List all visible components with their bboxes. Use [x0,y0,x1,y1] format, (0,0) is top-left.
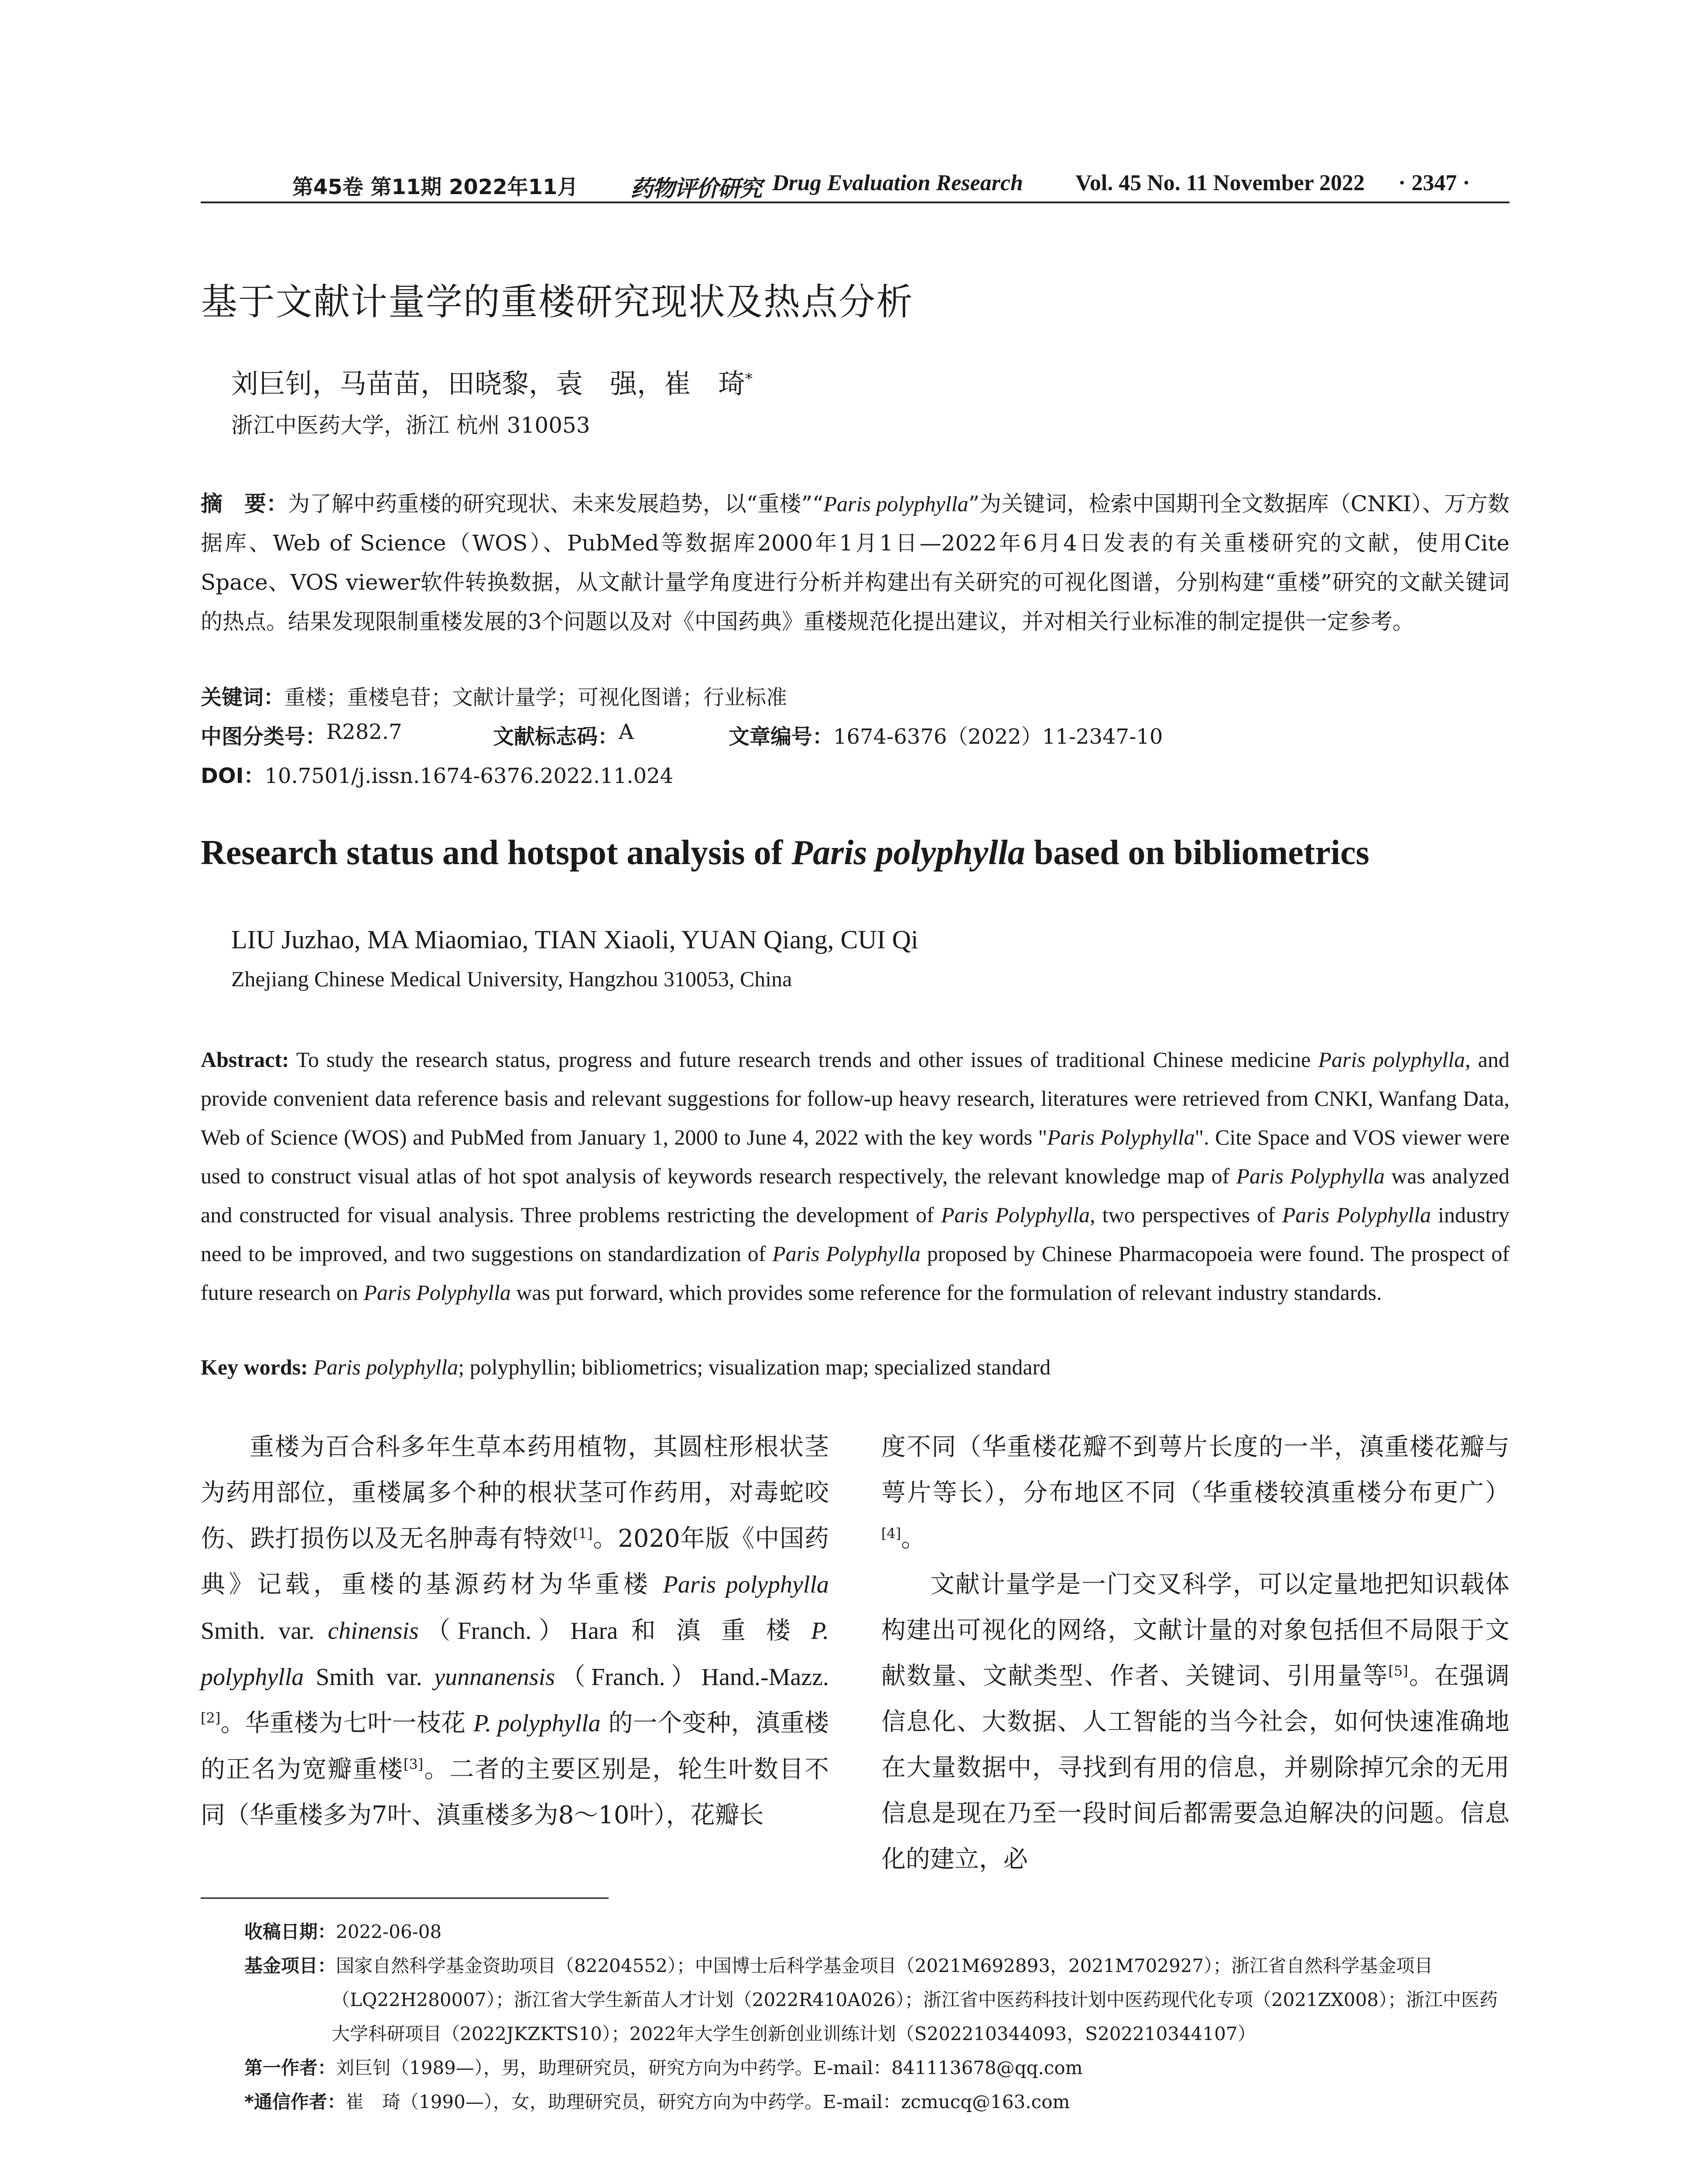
latin-name: Paris polyphylla [663,1571,829,1598]
body-text: （Franch.）Hand.-Mazz. [555,1664,829,1691]
footnote-text: 国家自然科学基金资助项目（82204552）；中国博士后科学基金项目（2021M692893，2021M702927）；浙江省自然科学基金项目（LQ22H280007）；浙江省大学生新苗人才计划（2022R410A026）；浙江省中医药科技计划中医药现代化专项（2021ZX008）；浙江中医药大学科研项目（2022JKZKTS10）；2022年大学生创新创业训练计划（S202210344093，S202210344107） [332,1955,1498,2044]
title-en-post: based on bibliometrics [1025,834,1369,872]
footnote-first-author [244,2051,1509,2085]
citation-ref[interactable]: [4] [881,1525,901,1542]
doi-value: 10.7501/j.issn.1674-6376.2022.11.024 [264,764,674,788]
class-value: R282.7 [326,720,402,744]
abstract-en-text: was put forward, which provides some reference for the formulation of relevant industry standards. [510,1280,1382,1305]
abstract-en-text: , and provide convenient data reference basis and relevant suggestions for follow-up heavy research, literatures were retrieved from CNKI, Wanfang Data, Web of Science (WOS) and PubMed from January 1, 2000 to June 4, 2022 with the key words " [201,1047,1509,1149]
body-text: （Franch.）Hara 和 滇 重 楼 [418,1617,811,1644]
body-text: 重楼为百合科多年生草本药用植物，其圆柱形根状茎为药用部位，重楼属多个种的根状茎可作药用，对毒蛇咬伤、跌打损伤以及无名肿毒有特效 [201,1433,829,1553]
abstract-en-latin: Paris Polyphylla [772,1241,921,1266]
body-column-left [201,1424,829,1838]
abstract-cn-text-1: 为了解中药重楼的研究现状、未来发展趋势，以“重楼”“ [288,491,824,516]
abstract-en-latin: Paris Polyphylla [363,1280,511,1305]
abstract-en-text: industry need to be improved, and two suggestions on standardization of [201,1203,1509,1266]
keywords-en [201,1354,1051,1380]
journal-name-en: Drug Evaluation Research [772,171,1023,195]
body-text: 。 [901,1525,926,1553]
article-number-value: 1674-6376（2022）11-2347-10 [833,725,1163,749]
body-text: Smith var. [304,1664,435,1691]
citation-ref[interactable]: [1] [573,1525,593,1542]
keywords-en-latin: Paris polyphylla [313,1355,459,1379]
class-label: 中图分类号： [201,725,327,749]
authors-cn [231,362,753,401]
abstract-cn [201,484,1509,641]
footnotes [244,1915,1509,2119]
authors-cn-text: 刘巨钊，马苗苗，田晓黎，袁 强，崔 琦 [231,368,746,400]
abstract-en-text: , two perspectives of [1090,1203,1282,1227]
title-en [201,833,1369,873]
affiliation-cn: 浙江中医药大学，浙江 杭州 310053 [231,413,590,438]
abstract-en-latin: Paris Polyphylla [1282,1203,1431,1227]
title-en-latin: Paris polyphylla [791,834,1025,872]
footnote-label: 基金项目： [244,1955,336,1976]
abstract-cn-label: 摘 要： [201,491,288,516]
doi-label: DOI： [201,764,265,788]
abstract-en [201,1040,1509,1312]
page-number: · 2347 · [1398,171,1470,195]
body-text: 。华重楼为七叶一枝花 [220,1709,474,1737]
doi-line [201,759,673,789]
body-paragraph [881,1562,1509,1882]
abstract-en-latin: Paris Polyphylla [941,1203,1090,1227]
title-en-pre: Research status and hotspot analysis of [201,834,792,872]
keywords-en-label: Key words: [201,1355,308,1379]
abstract-en-latin: Paris polyphylla [1318,1047,1465,1072]
authors-en: LIU Juzhao, MA Miaomiao, TIAN Xiaoli, YUAN Qiang, CUI Qi [231,925,918,954]
article-number-label: 文章编号： [729,725,834,749]
body-column-right [881,1424,1509,1882]
volume-info-en: Vol. 45 No. 11 November 2022 [1075,171,1365,195]
abstract-en-latin: Paris Polyphylla [1047,1125,1195,1149]
footnote-text: 2022-06-08 [336,1921,442,1942]
doccode-value: A [619,720,634,744]
footnote-rule [201,1897,609,1899]
journal-logo-cn: 药物评价研究 [630,175,762,202]
keywords-cn-text: 重楼；重楼皂苷；文献计量学；可视化图谱；行业标准 [284,685,787,710]
body-text: 文献计量学是一门交叉科学，可以定量地把知识载体构建出可视化的网络，文献计量的对象包括但不局限于文献数量、文献类型、作者、关键词、引用量等 [881,1570,1509,1690]
body-text: 。在强调信息化、大数据、人工智能的当今社会，如何快速准确地在大量数据中，寻找到有用的信息，并剔除掉冗余的无用信息是现在乃至一段时间后都需要急迫解决的问题。信息化的建立，必 [881,1662,1510,1873]
abstract-en-label: Abstract: [201,1047,289,1072]
latin-name: P. polyphylla [201,1617,829,1691]
affiliation-en: Zhejiang Chinese Medical University, Hangzhou 310053, China [231,967,792,991]
body-paragraph [201,1424,829,1838]
footnote-text: 刘巨钊（1989—），男，助理研究员，研究方向为中药学。E-mail：841113678@qq.com [336,2057,1083,2078]
title-cn: 基于文献计量学的重楼研究现状及热点分析 [201,280,914,323]
keywords-en-text: ; polyphyllin; bibliometrics; visualization map; specialized standard [458,1355,1051,1379]
latin-name: P. polyphylla [473,1710,601,1737]
abstract-cn-text-2: ”为关键词，检索中国期刊全文数据库（CNKI）、万方数据库、Web of Science（WOS）、PubMed等数据库2000年1月1日—2022年6月4日发表的有关重楼研究的文献，使用Cite Space、VOS viewer软件转换数据，从文献计量学角度进行分析并构建出有关研究的可视化图谱，分别构建“重楼”研究的文献关键词的热点。结果发现限制重楼发展的3个问题以及对《中国药典》重楼规范化提出建议，并对相关行业标准的制定提供一定参考。 [201,491,1510,634]
citation-ref[interactable]: [2] [201,1709,221,1726]
body-text: 。二者的主要区别是，轮生叶数目不同（华重楼多为7叶、滇重楼多为8～10叶），花瓣长 [201,1755,829,1829]
abstract-en-text: proposed by Chinese Pharmacopoeia were found. The prospect of future research on [201,1241,1510,1305]
doccode-label: 文献标志码： [493,725,619,749]
body-text: 的一个变种，滇重楼的正名为宽瓣重楼 [201,1709,829,1784]
body-text: 。2020年版《中国药典》记载，重楼的基源药材为华重楼 [201,1525,829,1599]
footnote-label: 收稿日期： [244,1921,336,1942]
abstract-en-text: ". Cite Space and VOS viewer were used to construct visual atlas of hot spot analysis of keywords research respectively, the relevant knowledge map of [201,1125,1509,1188]
citation-ref[interactable]: [5] [1388,1662,1408,1679]
body-text: Smith. var. [201,1617,328,1644]
footnote-corresponding [244,2085,1509,2119]
footnote-fund [244,1949,1509,2051]
keywords-cn-label: 关键词： [201,685,285,710]
abstract-en-text: was analyzed and constructed for visual analysis. Three problems restricting the development of [201,1164,1510,1227]
keywords-cn [201,680,787,711]
corresponding-mark: * [745,370,753,388]
abstract-cn-latin: Paris polyphylla [823,492,969,516]
footnote-received [244,1915,1509,1949]
body-paragraph [881,1424,1509,1562]
abstract-en-text: To study the research status, progress and future research trends and other issues of traditional Chinese medicine [289,1047,1318,1072]
abstract-en-latin: Paris Polyphylla [1236,1164,1385,1188]
citation-ref[interactable]: [3] [403,1756,424,1773]
header-rule [201,202,1509,203]
footnote-text: 崔 琦（1990—），女，助理研究员，研究方向为中药学。E-mail：zcmucq@163.com [345,2091,1070,2113]
running-header [201,166,1509,202]
issue-info-cn: 第45卷 第11期 2022年11月 [292,175,578,199]
footnote-label: *通信作者： [244,2091,346,2113]
latin-name: chinensis [328,1617,419,1644]
latin-name: yunnanensis [434,1664,555,1691]
body-text: 度不同（华重楼花瓣不到萼片长度的一半，滇重楼花瓣与萼片等长），分布地区不同（华重楼较滇重楼分布更广） [881,1433,1509,1507]
footnote-label: 第一作者： [244,2057,336,2078]
